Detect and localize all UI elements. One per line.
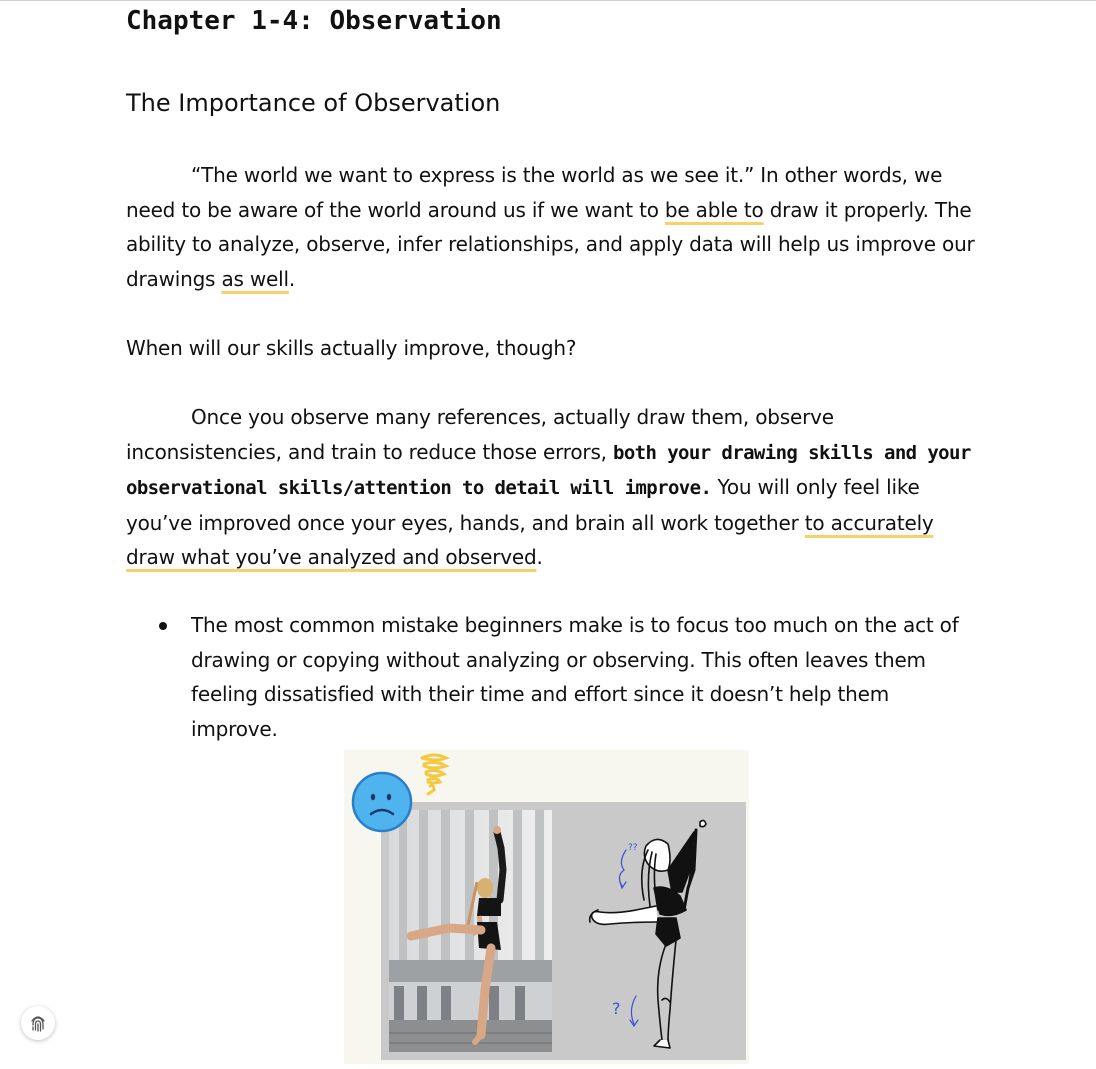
- highlight-as-well: as well: [221, 266, 289, 291]
- bullet-list: [126, 608, 976, 746]
- paragraph-intro: [126, 158, 976, 296]
- bullet-text: The most common mistake beginners make is to focus too much on the act of drawing or copying without analyzing or observing. This often leaves them feeling dissatisfied with their time and effort since it doesn’t help them improve.: [191, 613, 959, 741]
- fingerprint-icon: [28, 1013, 48, 1033]
- fingerprint-button[interactable]: [21, 1006, 55, 1040]
- highlight-accurately-draw: to accurately draw what you’ve analyzed and observed: [126, 510, 934, 570]
- highlight-be-able-to: be able to: [664, 197, 764, 222]
- list-item: [126, 608, 981, 746]
- comparison-panel: [381, 802, 746, 1060]
- observation-sketch: [576, 810, 741, 1052]
- text-run: draw it properly. The ability to analyze, observe, infer relationships, and apply data will help us improve our drawings: [126, 197, 975, 291]
- comparison-illustration: [344, 750, 749, 1064]
- paragraph-question: When will our skills actually improve, though?: [126, 336, 577, 360]
- top-divider: [0, 0, 1096, 1]
- text-run: You will only feel like you’ve improved once your eyes, hands, and brain all work together: [126, 475, 920, 535]
- text-run: Once you observe many references, actually draw them, observe inconsistencies, and train to reduce those errors,: [126, 405, 834, 464]
- section-title: The Importance of Observation: [126, 89, 501, 117]
- bullet-dot-icon: [159, 622, 167, 630]
- bold-statement: both your drawing skills and your observational skills/attention to detail will improve.: [126, 441, 971, 500]
- text-run: “The world we want to express is the world as we see it.” In other words, we need to be aware of the world around us if we want to: [126, 163, 943, 222]
- text-run: .: [536, 545, 543, 570]
- paragraph-improvement: [126, 400, 976, 575]
- sketch-mark-question: ?: [612, 999, 621, 1018]
- text-run: .: [288, 266, 296, 291]
- sketch-mark-double-question: ??: [628, 843, 638, 853]
- chapter-title: Chapter 1-4: Observation: [126, 6, 502, 36]
- tornado-icon: [414, 752, 452, 796]
- sad-face-icon: [350, 770, 414, 834]
- reference-photo: [389, 810, 552, 1052]
